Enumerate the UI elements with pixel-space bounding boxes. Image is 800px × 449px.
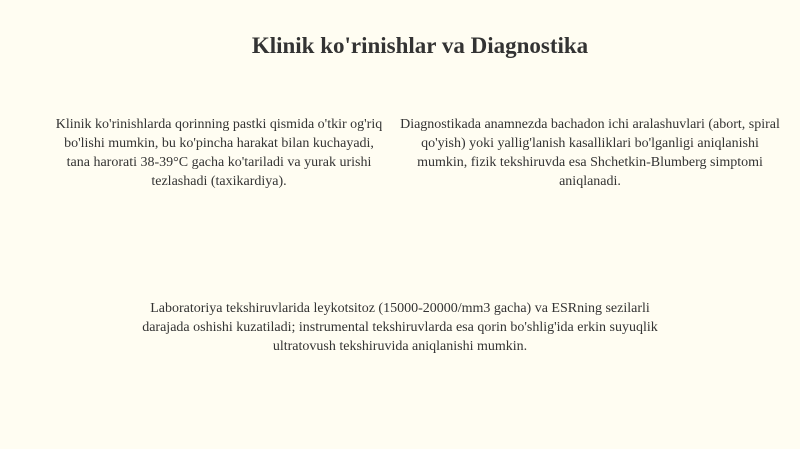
slide-title: Klinik ko'rinishlar va Diagnostika	[251, 33, 589, 58]
clinical-paragraph: Klinik ko'rinishlarda qorinning pastki qismida o'tkir og'riq bo'lishi mumkin, bu ko'pincha harakat bilan kuchayadi, tana harorati 38-39°C gacha ko'tariladi va yurak urishi tezlashadi (taxikardiya).	[55, 117, 383, 189]
diagnostics-paragraph: Diagnostikada anamnezda bachadon ichi aralashuvlari (abort, spiral qo'yish) yoki yallig'lanish kasalliklari bo'lganligi aniqlanishi mumkin, fizik tekshiruvda esa Shchetkin-Blumberg simptomi aniqlanadi.	[400, 117, 780, 189]
laboratory-paragraph: Laboratoriya tekshiruvlarida leykotsitoz (15000-20000/mm3 gacha) va ESRning sezilarli darajada oshishi kuzatiladi; instrumental tekshiruvlarda esa qorin bo'shlig'ida erkin suyuqlik ultratovush tekshiruvida aniqlanishi mumkin.	[142, 301, 658, 354]
